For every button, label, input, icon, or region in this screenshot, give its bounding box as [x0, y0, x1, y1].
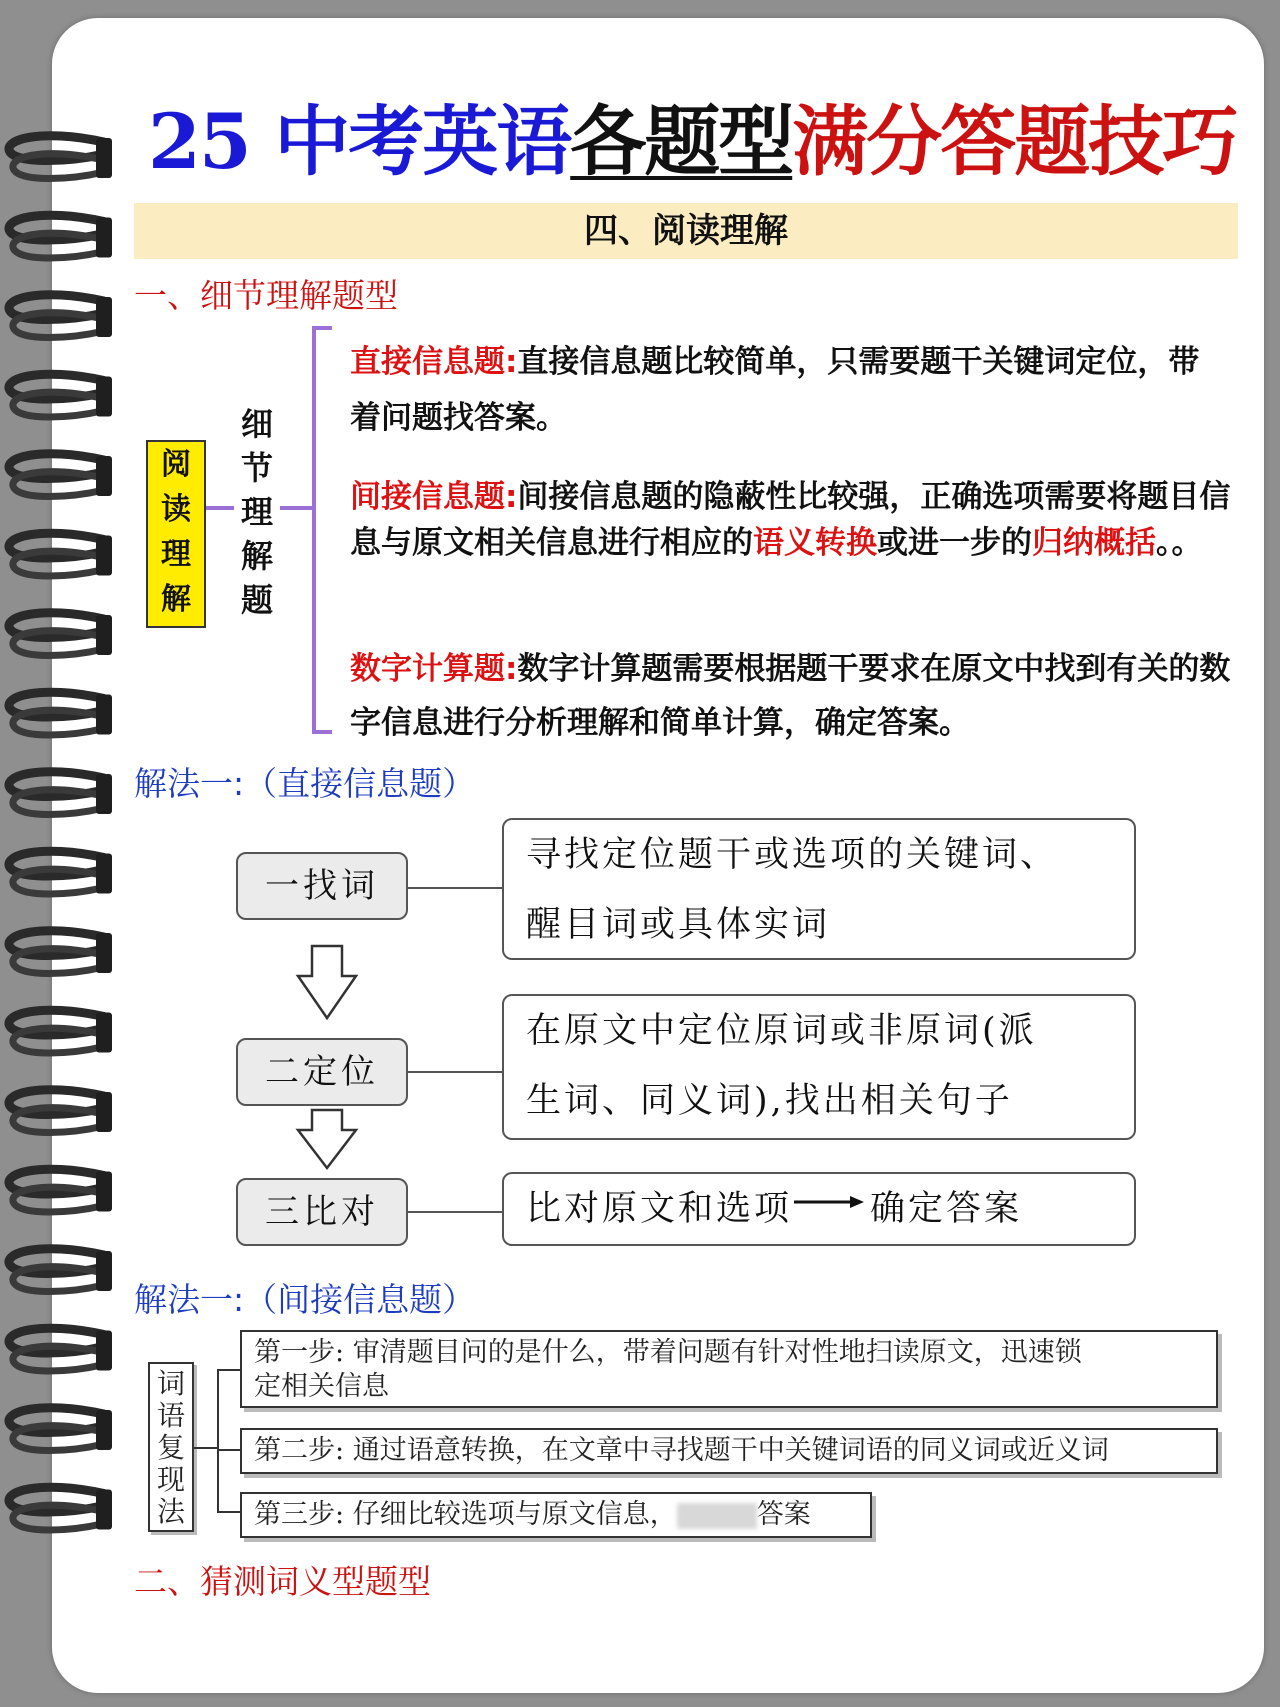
flow-desc-line: 在原文中定位原词或非原词(派	[526, 1011, 1037, 1051]
detail-label-char: 节	[240, 449, 273, 487]
direct-info-text: 直接信息题比较简单，只需要题干关键词定位，带着问题找答案。	[350, 344, 1200, 436]
word-recurrence-char: 语	[156, 1399, 185, 1432]
step-one-label: 第一步:	[254, 1337, 345, 1368]
title-part-red: 满分答题技巧	[792, 97, 1237, 186]
step-three-label: 第三步:	[254, 1499, 345, 1530]
method-one-indirect-heading: 解法一:（间接信息题）	[134, 1280, 476, 1319]
detail-label-char: 理	[240, 493, 273, 531]
title-part-underlined: 各题型	[570, 97, 793, 186]
flow-step-locate: 二定位	[236, 1038, 408, 1106]
reading-label-char: 理	[161, 537, 191, 572]
step-one-text-cont: 定相关信息	[254, 1371, 389, 1402]
word-recurrence-char: 现	[156, 1463, 185, 1496]
section-title: 四、阅读理解	[584, 211, 788, 251]
detail-label-char: 题	[240, 581, 273, 619]
step-two-text: 通过语意转换，在文章中寻找题干中关键词语的同义词或近义词	[344, 1435, 1109, 1466]
reading-label-char: 解	[161, 582, 191, 617]
step-two-box	[240, 1428, 1218, 1474]
indirect-info-highlight-2: 归纳概括	[1032, 525, 1156, 561]
step-two-label: 第二步:	[254, 1435, 345, 1466]
reading-label-char: 阅	[161, 447, 191, 482]
flow-desc-compare-b: 确定答案	[870, 1189, 1023, 1229]
number-calc-label: 数字计算题:	[350, 651, 518, 687]
detail-label-char: 解	[240, 537, 273, 575]
step-one-box	[240, 1330, 1218, 1408]
indirect-info-text-c: 。。	[1156, 525, 1203, 561]
indirect-info-text-a: 间接信息题的隐蔽性比较强，正确选项需要将题目信息与原文相关信息进行相应的	[350, 479, 1231, 561]
blurred-region	[677, 1503, 757, 1529]
word-recurrence-char: 复	[156, 1431, 185, 1464]
part-two-heading: 二、猜测词义型题型	[134, 1562, 431, 1601]
part-one-heading: 一、细节理解题型	[134, 276, 398, 315]
reading-label-char: 读	[161, 492, 191, 527]
detail-label-char: 细	[240, 405, 273, 443]
step-three-text-end: 答案	[756, 1499, 811, 1530]
flow-step-compare: 三比对	[236, 1178, 408, 1246]
flow-desc-line: 生词、同义词),找出相关句子	[526, 1081, 1013, 1121]
indirect-info-label: 间接信息题:	[350, 479, 518, 515]
direct-info-label: 直接信息题:	[350, 344, 518, 380]
flow-desc-line: 寻找定位题干或选项的关键词、	[526, 835, 1059, 875]
number-calc-text: 数字计算题需要根据题干要求在原文中找到有关的数字信息进行分析理解和简单计算，确定答案。	[350, 651, 1231, 741]
step-three-text: 仔细比较选项与原文信息，	[344, 1499, 677, 1530]
flow-desc-compare-a: 比对原文和选项	[526, 1189, 793, 1229]
step-three-box	[240, 1492, 872, 1538]
flow-step-find-word: 一找词	[236, 852, 408, 920]
indirect-info-highlight-1: 语义转换	[753, 525, 877, 561]
step-one-text: 审清题目问的是什么，带着问题有针对性地扫读原文，迅速锁	[344, 1337, 1082, 1368]
word-recurrence-char: 法	[156, 1495, 185, 1528]
flow-desc-line: 醒目词或具体实词	[526, 905, 831, 945]
method-one-direct-heading: 解法一:（直接信息题）	[134, 764, 476, 803]
indirect-info-text-b: 或进一步的	[877, 525, 1032, 561]
word-recurrence-char: 词	[156, 1367, 185, 1400]
title-part-blue: 25 中考英语	[148, 97, 571, 186]
